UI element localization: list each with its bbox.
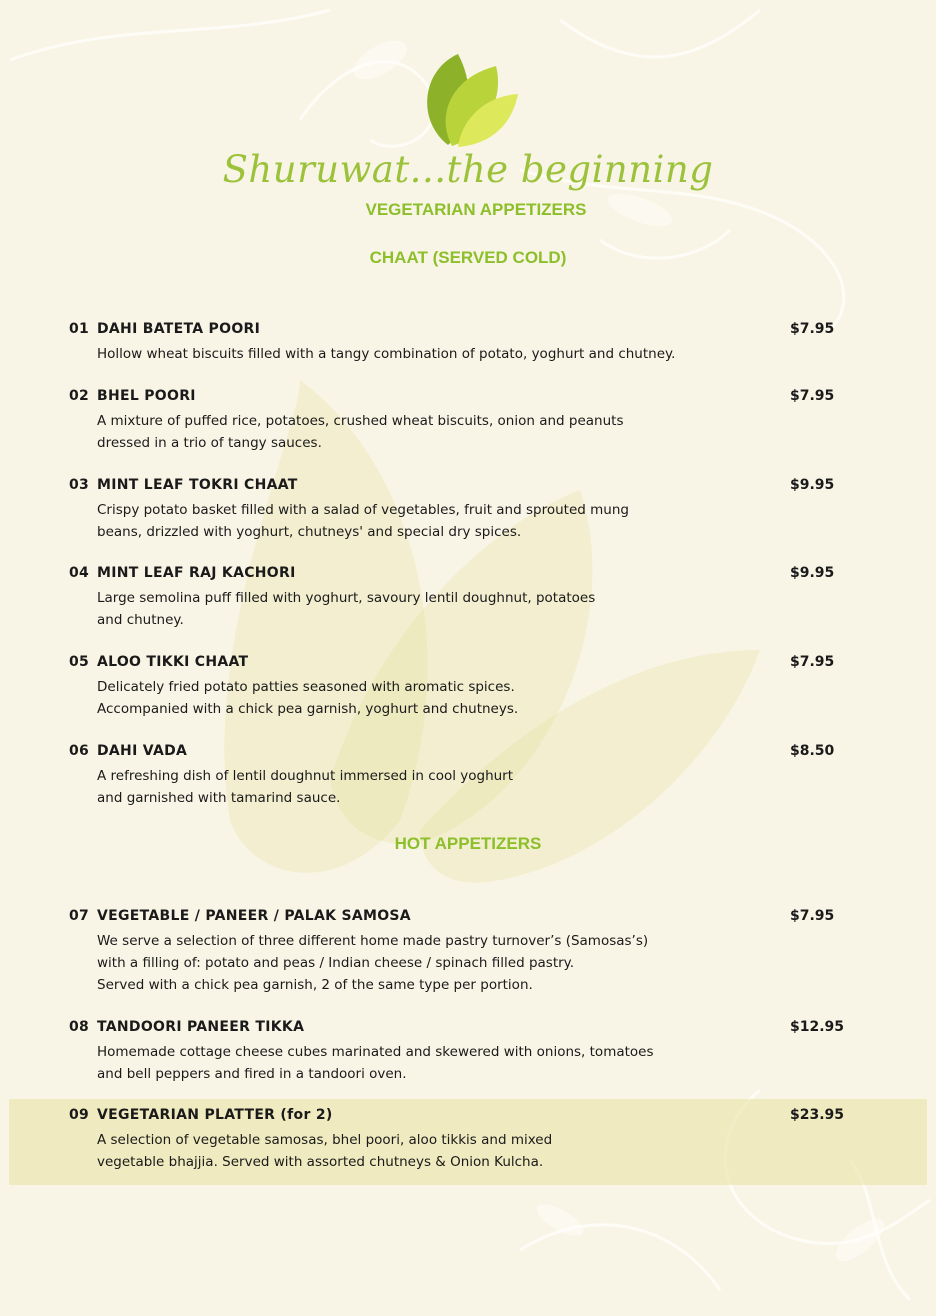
- item-description: [97, 343, 747, 365]
- item-price: $7.95: [790, 908, 835, 924]
- section-heading-chaat: CHAAT (SERVED COLD): [369, 248, 567, 267]
- script-title: Shuruwat...the beginning: [222, 148, 714, 191]
- description-line: We serve a selection of three different home made pastry turnover’s (Samosas’s): [97, 933, 649, 949]
- item-number: 07: [69, 908, 90, 924]
- item-number: 04: [69, 565, 90, 581]
- item-description: [97, 676, 747, 720]
- section-heading-hot-appetizers: HOT APPETIZERS: [394, 834, 542, 853]
- item-name: VEGETABLE / PANEER / PALAK SAMOSA: [97, 908, 411, 924]
- item-price: $9.95: [790, 477, 835, 493]
- description-line: Hollow wheat biscuits filled with a tangy combination of potato, yoghurt and chutney.: [97, 346, 676, 362]
- description-line: Crispy potato basket filled with a salad of vegetables, fruit and sprouted mung: [97, 502, 629, 518]
- description-line: vegetable bhajjia. Served with assorted chutneys & Onion Kulcha.: [97, 1154, 544, 1170]
- item-description: [97, 765, 747, 809]
- item-price: $23.95: [790, 1107, 845, 1123]
- item-number: 08: [69, 1019, 90, 1035]
- item-price: $7.95: [790, 321, 835, 337]
- description-line: Homemade cottage cheese cubes marinated and skewered with onions, tomatoes: [97, 1044, 654, 1060]
- description-line: A refreshing dish of lentil doughnut immersed in cool yoghurt: [97, 768, 514, 784]
- description-line: with a filling of: potato and peas / Indian cheese / spinach filled pastry.: [97, 955, 575, 971]
- item-price: $8.50: [790, 743, 835, 759]
- item-description: [97, 1129, 747, 1173]
- item-description: [97, 1041, 747, 1085]
- item-name: MINT LEAF RAJ KACHORI: [97, 565, 296, 581]
- description-line: and bell peppers and fired in a tandoori oven.: [97, 1066, 407, 1082]
- item-number: 09: [69, 1107, 90, 1123]
- description-line: A selection of vegetable samosas, bhel poori, aloo tikkis and mixed: [97, 1132, 553, 1148]
- item-description: [97, 499, 747, 543]
- page-subtitle: VEGETARIAN APPETIZERS: [365, 200, 587, 219]
- item-number: 03: [69, 477, 90, 493]
- item-name: MINT LEAF TOKRI CHAAT: [97, 477, 298, 493]
- description-line: A mixture of puffed rice, potatoes, crushed wheat biscuits, onion and peanuts: [97, 413, 624, 429]
- item-number: 06: [69, 743, 90, 759]
- description-line: dressed in a trio of tangy sauces.: [97, 435, 322, 451]
- item-price: $12.95: [790, 1019, 845, 1035]
- leaf-logo-icon: [412, 50, 522, 150]
- description-line: beans, drizzled with yoghurt, chutneys' and special dry spices.: [97, 524, 522, 540]
- item-name: ALOO TIKKI CHAAT: [97, 654, 249, 670]
- item-description: [97, 587, 747, 631]
- item-number: 05: [69, 654, 90, 670]
- item-price: $9.95: [790, 565, 835, 581]
- description-line: Delicately fried potato patties seasoned with aromatic spices.: [97, 679, 515, 695]
- description-line: and garnished with tamarind sauce.: [97, 790, 341, 806]
- description-line: and chutney.: [97, 612, 184, 628]
- item-name: DAHI BATETA POORI: [97, 321, 261, 337]
- item-description: [97, 930, 747, 996]
- item-name: DAHI VADA: [97, 743, 188, 759]
- item-description: [97, 410, 747, 454]
- description-line: Large semolina puff filled with yoghurt, savoury lentil doughnut, potatoes: [97, 590, 596, 606]
- item-number: 01: [69, 321, 90, 337]
- item-name: BHEL POORI: [97, 388, 196, 404]
- item-name: VEGETARIAN PLATTER (for 2): [97, 1107, 333, 1123]
- item-number: 02: [69, 388, 90, 404]
- description-line: Accompanied with a chick pea garnish, yoghurt and chutneys.: [97, 701, 519, 717]
- item-price: $7.95: [790, 654, 835, 670]
- description-line: Served with a chick pea garnish, 2 of the same type per portion.: [97, 977, 533, 993]
- item-price: $7.95: [790, 388, 835, 404]
- item-name: TANDOORI PANEER TIKKA: [97, 1019, 305, 1035]
